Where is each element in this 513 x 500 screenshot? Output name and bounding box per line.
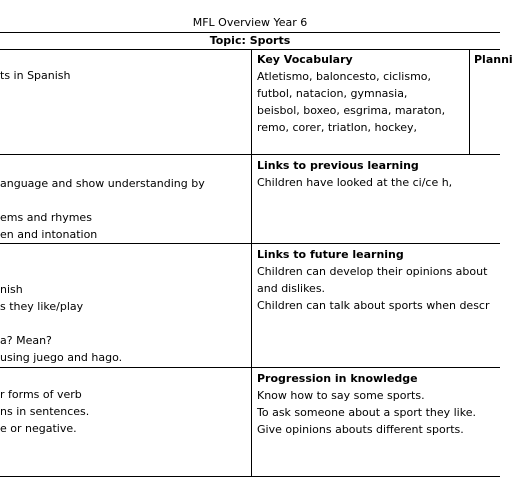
left-row4-line: e or negative. bbox=[0, 422, 77, 435]
left-row3-line: s they like/play bbox=[0, 300, 84, 313]
left-row1-line: ts in Spanish bbox=[0, 69, 71, 82]
vocabulary-line: futbol, natacion, gymnasia, bbox=[257, 87, 408, 100]
links-future-heading: Links to future learning bbox=[257, 248, 404, 261]
progression-line: To ask someone about a sport they like. bbox=[257, 406, 476, 419]
left-cell-row3 bbox=[0, 264, 248, 366]
document-title: MFL Overview Year 6 bbox=[192, 16, 308, 29]
links-future-line: Children can talk about sports when descr bbox=[257, 299, 490, 312]
row2-bottom-border bbox=[0, 243, 500, 244]
progression-heading: Progression in knowledge bbox=[257, 372, 418, 385]
links-previous-heading: Links to previous learning bbox=[257, 159, 419, 172]
key-vocabulary-heading: Key Vocabulary bbox=[257, 53, 353, 66]
progression-line: Give opinions abouts different sports. bbox=[257, 423, 464, 436]
left-row2-line: anguage and show understanding by bbox=[0, 177, 205, 190]
left-row4-line: r forms of verb bbox=[0, 388, 82, 401]
left-row3-line: a? Mean? bbox=[0, 334, 52, 347]
planning-heading: Planni bbox=[474, 53, 513, 66]
vocabulary-line: Atletismo, baloncesto, ciclismo, bbox=[257, 70, 432, 83]
vocabulary-line: beisbol, boxeo, esgrima, maraton, bbox=[257, 104, 446, 117]
row1-bottom-border bbox=[0, 154, 500, 155]
left-cell-row4 bbox=[0, 386, 248, 437]
left-row2-line bbox=[0, 192, 248, 209]
left-row2-line: ems and rhymes bbox=[0, 211, 92, 224]
key-vocabulary-cell bbox=[257, 52, 467, 136]
links-future-cell bbox=[257, 247, 500, 314]
planning-cell bbox=[474, 52, 513, 68]
topic-heading: Topic: Sports bbox=[209, 34, 291, 47]
left-row4-line: ns in sentences. bbox=[0, 405, 90, 418]
links-future-line: Children can develop their opinions about bbox=[257, 265, 488, 278]
links-previous-cell bbox=[257, 158, 500, 191]
progression-line: Know how to say some sports. bbox=[257, 389, 425, 402]
left-row3-line bbox=[0, 264, 248, 281]
column-divider-main bbox=[251, 49, 252, 477]
left-cell-row1 bbox=[0, 67, 248, 84]
vocabulary-line: remo, corer, triatlon, hockey, bbox=[257, 121, 418, 134]
links-previous-line: Children have looked at the ci/ce h, bbox=[257, 176, 453, 189]
left-row3-line: using juego and hago. bbox=[0, 351, 123, 364]
table-bottom-border bbox=[0, 476, 500, 477]
table-top-border bbox=[0, 32, 500, 33]
links-future-line: and dislikes. bbox=[257, 282, 326, 295]
row3-bottom-border bbox=[0, 367, 500, 368]
left-row2-line: en and intonation bbox=[0, 228, 98, 241]
column-divider-planning bbox=[469, 49, 470, 155]
left-row3-line bbox=[0, 315, 248, 332]
topic-row-border bbox=[0, 49, 500, 50]
progression-cell bbox=[257, 371, 500, 438]
left-row3-line: nish bbox=[0, 283, 23, 296]
left-cell-row2 bbox=[0, 175, 248, 243]
